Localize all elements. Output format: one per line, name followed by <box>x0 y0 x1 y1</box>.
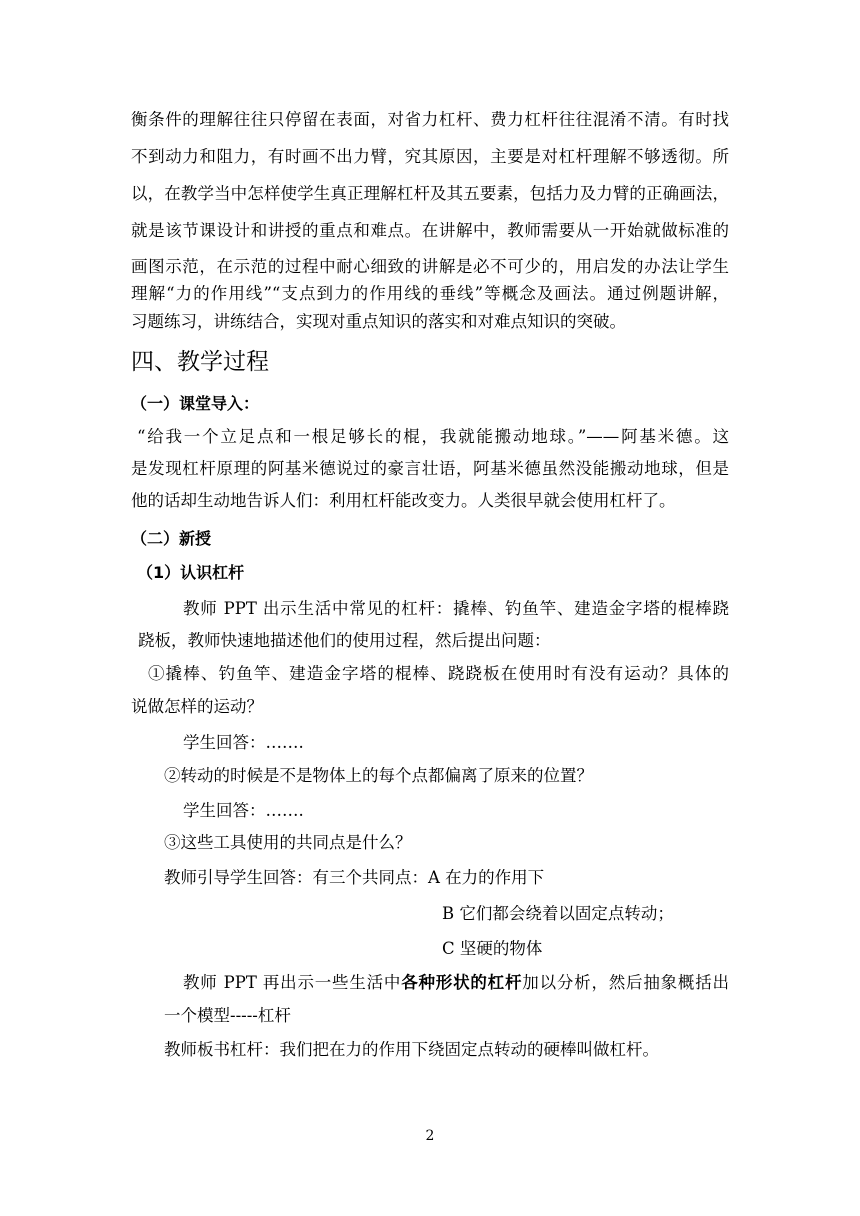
intro-line-1: 衡条件的理解往往只停留在表面，对省力杠杆、费力杠杆往往混淆不清。有时找 <box>131 110 729 129</box>
intro-line-4: 就是该节课设计和讲授的重点和难点。在讲解中，教师需要从一开始就做标准的 <box>131 221 729 240</box>
question-1-line-1: ①撬棒、钓鱼竿、建造金字塔的棍棒、跷跷板在使用时有没有运动？具体的 <box>148 664 729 683</box>
lever-definition: 教师板书杠杆：我们把在力的作用下绕固定点转动的硬棒叫做杠杆。 <box>164 1040 659 1059</box>
ppt-again-part2: 加以分析，然后抽象概括出 <box>522 973 730 992</box>
guide-point-b: B 它们都会绕着以固定点转动； <box>442 904 674 923</box>
answer-2: 学生回答：……. <box>183 801 304 820</box>
intro-line-3: 以，在教学当中怎样使学生真正理解杠杆及其五要素，包括力及力臂的正确画法， <box>131 184 729 203</box>
lead-line-3: 他的话却生动地告诉人们：利用杠杆能改变力。人类很早就会使用杠杆了。 <box>131 491 676 510</box>
guide-answer-line-1 <box>164 867 544 889</box>
subsubsection-title: （1）认识杠杆 <box>137 563 245 582</box>
ppt-again-part1: 教师 PPT 再出示一些生活中 <box>183 973 402 992</box>
page-number: 2 <box>425 1128 435 1144</box>
guide-point-c: C 坚硬的物体 <box>442 939 543 958</box>
ppt-again-line-1 <box>183 972 729 994</box>
ppt-line-1: 教师 PPT 出示生活中常见的杠杆：撬棒、钓鱼竿、建造金字塔的棍棒跷 <box>183 599 729 618</box>
guide-point-a: A 在力的作用下 <box>428 868 545 887</box>
guide-answer-prefix: 教师引导学生回答：有三个共同点： <box>164 868 428 887</box>
ppt-again-line-2: 一个模型-----杠杆 <box>164 1006 291 1025</box>
ppt-again-bold: 各种形状的杠杆 <box>401 973 523 992</box>
intro-line-7: 习题练习，讲练结合，实现对重点知识的落实和对难点知识的突破。 <box>131 312 626 331</box>
lead-line-2: 是发现杠杆原理的阿基米德说过的豪言壮语，阿基米德虽然没能搬动地球，但是 <box>131 459 729 478</box>
subsection-title-intro: （一）课堂导入： <box>131 394 260 413</box>
question-1-line-2: 说做怎样的运动？ <box>131 697 263 716</box>
intro-line-6: 理解“力的作用线”“支点到力的作用线的垂线”等概念及画法。通过例题讲解， <box>131 284 729 303</box>
intro-line-2: 不到动力和阻力，有时画不出力臂，究其原因，主要是对杠杆理解不够透彻。所 <box>131 147 729 166</box>
intro-line-5: 画图示范，在示范的过程中耐心细致的讲解是必不可少的，用启发的办法让学生 <box>131 257 729 276</box>
ppt-line-2: 跷板，教师快速地描述他们的使用过程，然后提出问题： <box>138 631 551 650</box>
question-3: ③这些工具使用的共同点是什么？ <box>164 833 412 852</box>
answer-1: 学生回答：……. <box>183 733 304 752</box>
lead-line-1: “给我一个立足点和一根足够长的棍，我就能搬动地球。”——阿基米德。这 <box>137 427 729 446</box>
subsection-title-new: （二）新授 <box>131 529 212 548</box>
question-2: ②转动的时候是不是物体上的每个点都偏离了原来的位置？ <box>164 766 593 785</box>
section-title: 四、教学过程 <box>131 349 269 375</box>
